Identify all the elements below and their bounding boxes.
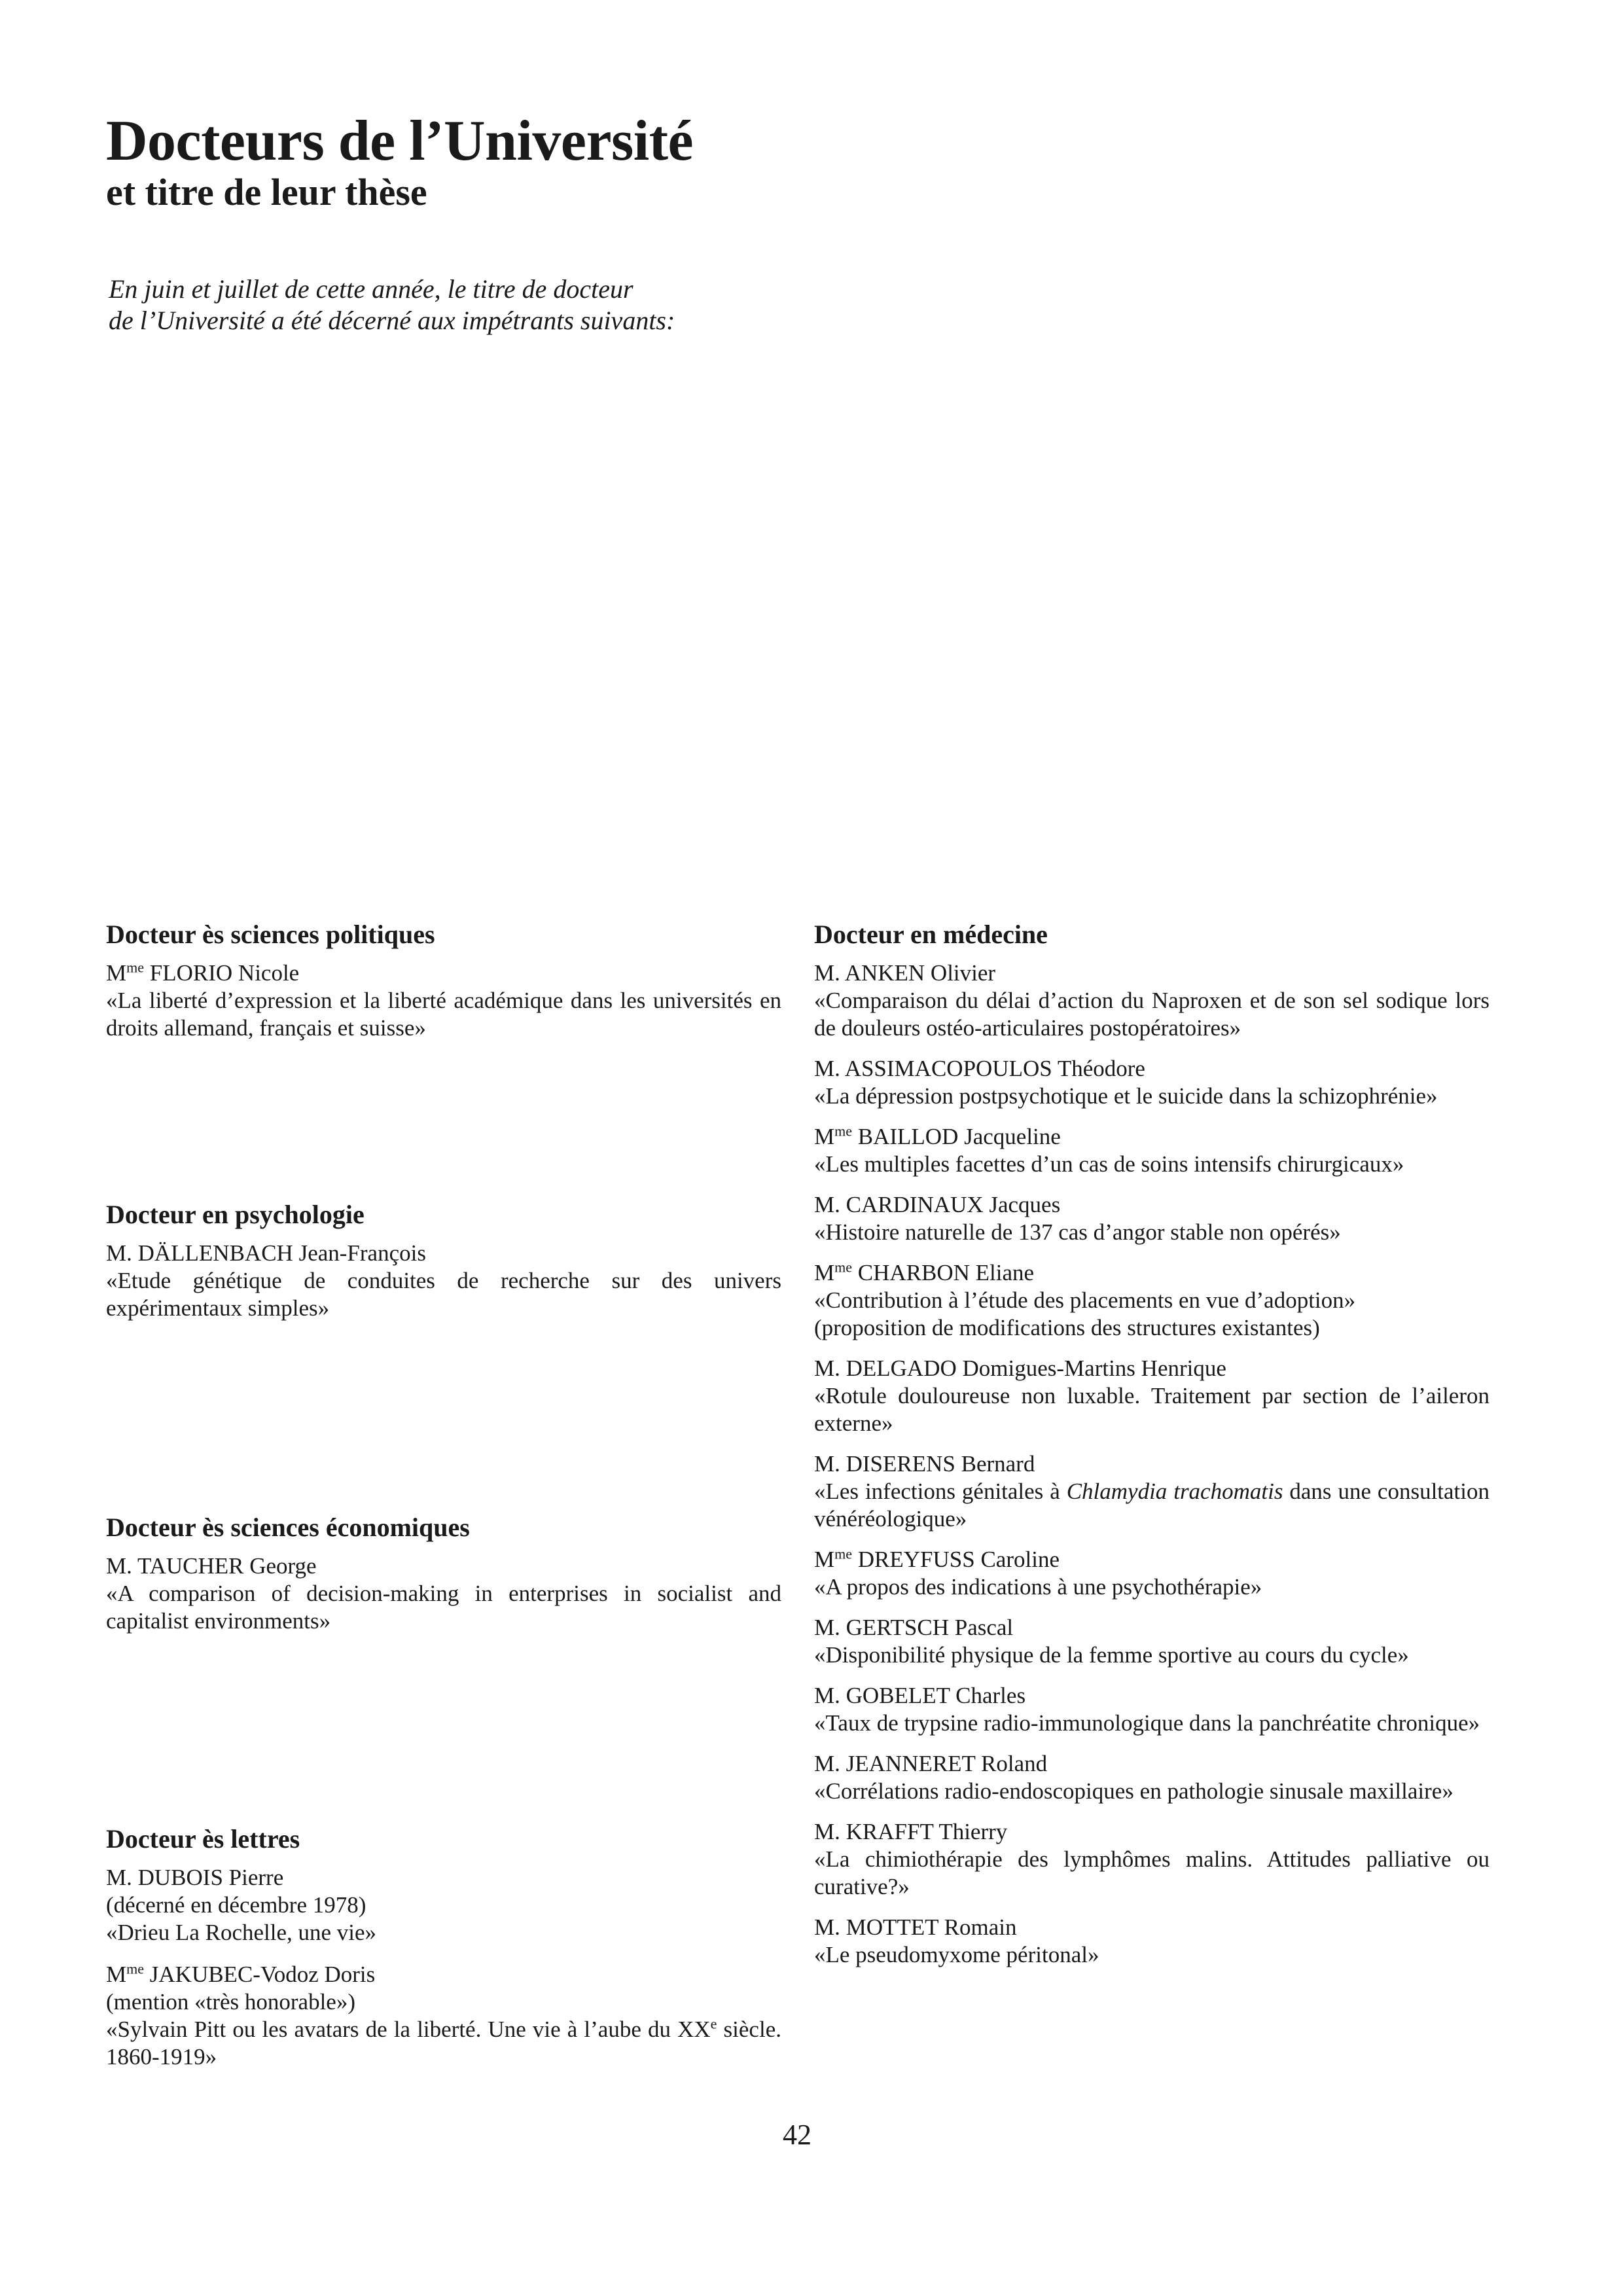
thesis-title: «Rotule douloureuse non luxable. Traitement par section de l’aileron externe» (814, 1383, 1489, 1436)
thesis-title: «Les infections génitales à Chlamydia trachomatis dans une consultation vénéréologique» (814, 1479, 1490, 1532)
thesis-title: «Corrélations radio-endoscopiques en pathologie sinusale maxillaire» (814, 1778, 1454, 1804)
section-sciences-politiques (106, 919, 781, 1056)
list-item (814, 1259, 1489, 1342)
section-heading: Docteur ès sciences économiques (106, 1513, 470, 1542)
section-heading: Docteur ès sciences politiques (106, 920, 435, 949)
thesis-title: «Sylvain Pitt ou les avatars de la liberté. Une vie à l’aube du XXe siècle. 1860-1919» (106, 2015, 781, 2070)
section-heading: Docteur ès lettres (106, 1824, 300, 1854)
section-medecine (814, 919, 1489, 1982)
thesis-title: «A comparison of decision-making in enterprises in socialist and capitalist environments» (106, 1581, 781, 1634)
list-item (814, 1818, 1489, 1901)
thesis-title: «A propos des indications à une psychothérapie» (814, 1574, 1262, 1600)
intro-line: En juin et juillet de cette année, le titre de docteur (109, 274, 633, 304)
list-item (814, 1450, 1489, 1533)
thesis-title: «La liberté d’expression et la liberté académique dans les universités en droits allemand, français et suisse» (106, 988, 781, 1041)
thesis-title: «Contribution à l’étude des placements en vue d’adoption» (814, 1287, 1356, 1313)
section-sciences-economiques (106, 1512, 781, 1649)
thesis-title: «Les multiples facettes d’un cas de soins intensifs chirurgicaux» (814, 1151, 1404, 1177)
thesis-note: (proposition de modifications des structures existantes) (814, 1315, 1320, 1340)
doctor-name: M. ANKEN Olivier (814, 960, 996, 986)
doctor-name: M. DELGADO Domigues-Martins Henrique (814, 1355, 1226, 1381)
list-item (814, 1191, 1489, 1246)
thesis-title: «Etude génétique de conduites de recherche sur des univers expérimentaux simples» (106, 1268, 781, 1321)
list-item (814, 1750, 1489, 1805)
thesis-title: «La chimiothérapie des lymphômes malins. Attitudes palliative ou curative?» (814, 1846, 1489, 1899)
doctor-name: $M^{me}$ DREYFUSS Caroline (814, 1545, 1060, 1572)
doctor-name: M. MOTTET Romain (814, 1914, 1017, 1940)
section-heading: Docteur en psychologie (106, 1200, 365, 1229)
thesis-note: (mention «très honorable») (106, 1989, 356, 2015)
list-item (814, 1546, 1489, 1601)
doctor-name: M. KRAFFT Thierry (814, 1819, 1008, 1844)
intro-line: de l’Université a été décerné aux impétrants suivants: (109, 306, 675, 335)
doctor-name: $M^{me}$ BAILLOD Jacqueline (814, 1122, 1061, 1149)
doctor-name: M. GOBELET Charles (814, 1683, 1026, 1708)
intro-text (109, 274, 959, 336)
thesis-title: «Le pseudomyxome péritonal» (814, 1942, 1099, 1967)
list-item (106, 1552, 781, 1635)
list-item (814, 1682, 1489, 1737)
list-item (814, 960, 1489, 1042)
list-item (814, 1614, 1489, 1669)
section-lettres (106, 1823, 781, 2085)
doctor-name: M. DUBOIS Pierre (106, 1865, 284, 1890)
doctor-name: $M^{me}$ CHARBON Eliane (814, 1259, 1035, 1285)
thesis-title: «Histoire naturelle de 137 cas d’angor stable non opérés» (814, 1219, 1341, 1245)
thesis-title: «Disponibilité physique de la femme sportive au cours du cycle» (814, 1642, 1409, 1668)
doctor-name: M. TAUCHER George (106, 1553, 317, 1579)
list-item (814, 1355, 1489, 1437)
doctor-name: M. GERTSCH Pascal (814, 1615, 1014, 1640)
page-subtitle: et titre de leur thèse (106, 171, 427, 213)
doctor-name: $M^{me}$ FLORIO Nicole (106, 959, 300, 986)
thesis-title: «Taux de trypsine radio-immunologique dans la panchréatite chronique» (814, 1710, 1480, 1736)
section-psychologie (106, 1199, 781, 1336)
thesis-title: «Comparaison du délai d’action du Naproxen et de son sel sodique lors de douleurs ostéo-articulaires postopératoires» (814, 988, 1489, 1041)
doctor-name: M. ASSIMACOPOULOS Théodore (814, 1056, 1145, 1081)
section-heading: Docteur en médecine (814, 920, 1048, 949)
list-item (106, 1864, 781, 1946)
species-name: Chlamydia trachomatis (1066, 1479, 1283, 1504)
page-title: Docteurs de l’Université (106, 109, 694, 173)
page-number: 42 (783, 2119, 812, 2151)
doctor-name: M. DISERENS Bernard (814, 1451, 1035, 1477)
list-item (814, 1914, 1489, 1969)
doctor-name: M. DÄLLENBACH Jean-François (106, 1240, 426, 1266)
thesis-title: «Drieu La Rochelle, une vie» (106, 1920, 377, 1945)
list-item (106, 960, 781, 1042)
list-item (106, 1240, 781, 1322)
doctor-name: M. JEANNERET Roland (814, 1751, 1048, 1776)
list-item (814, 1123, 1489, 1178)
list-item (106, 1961, 781, 2071)
list-item (814, 1055, 1489, 1110)
thesis-title: «La dépression postpsychotique et le suicide dans la schizophrénie» (814, 1083, 1438, 1109)
doctor-name: M. CARDINAUX Jacques (814, 1192, 1061, 1217)
doctor-name: $M^{me}$ JAKUBEC-Vodoz Doris (106, 1960, 376, 1987)
thesis-note: (décerné en décembre 1978) (106, 1892, 366, 1918)
